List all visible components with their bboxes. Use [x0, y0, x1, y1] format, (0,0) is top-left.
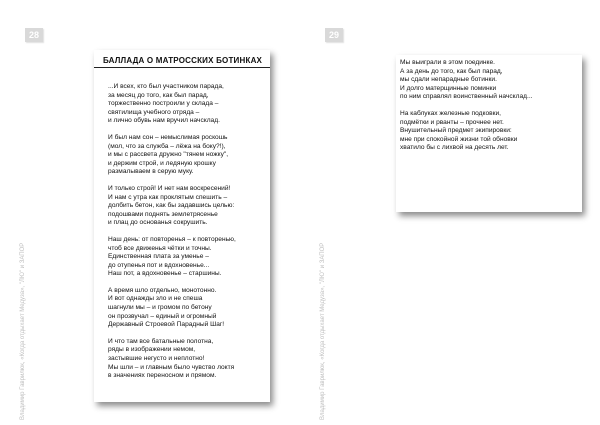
stanza: [94, 338, 270, 381]
poem-card: [94, 50, 270, 402]
verse-line: ...И всех, кто был участником парада,: [108, 83, 224, 90]
verse-line: Внушительный предмет экипировки:: [400, 127, 512, 135]
verse-line: размалываем в серую муку.: [108, 168, 194, 176]
running-caption: Владимир Гаврилюк, «Когда отдыхает Медуза», "ЛЮ" и ЗАПОР: [20, 242, 26, 420]
stanza: [94, 134, 270, 177]
verse-line: И вот однажды зло и не спеша: [108, 295, 203, 303]
verse-line: и держим строй, и ледяную крошку: [108, 159, 216, 167]
right-page: [300, 0, 600, 425]
verse-line: чтоб все движенья чётки и точны.: [108, 244, 212, 252]
verse-line: И что там все батальные полотна,: [108, 337, 214, 345]
verse-line: Мы шли – и главным было чувство локтя: [108, 363, 235, 371]
verse-line: На каблуках железные подковки,: [400, 109, 502, 117]
stanza: [94, 185, 270, 228]
verse-line: он прозвучал – единый и огромный: [108, 312, 217, 320]
verse-line: по ним справлял воинственный начсклад...: [400, 93, 533, 101]
verse-line: торжественно построили у склада –: [108, 100, 219, 108]
verse-line: застывшие негусто и неплотно!: [108, 355, 205, 363]
verse-line: святилища учебного отряда –: [108, 108, 200, 116]
verse-line: и плац до основанья сокрушить.: [108, 219, 208, 227]
verse-line: шагнули мы – и громом по бетону: [108, 304, 212, 312]
verse-line: мы сдали непарадные ботинки.: [400, 76, 497, 84]
verse-line: подошвами поднять землетрясенье: [108, 210, 218, 218]
stanza: [94, 236, 270, 279]
verse-line: и мы с рассвета дружно "тянем ножку",: [108, 151, 229, 159]
verse-line: до отупенья пот и вдохновенье...: [108, 261, 210, 269]
verse-line: И был нам сон – немыслимая роскошь: [108, 133, 228, 141]
poem-card: [396, 55, 582, 212]
verse-line: и лично обувь нам вручил начсклад.: [108, 117, 220, 125]
verse-line: А время шло отдельно, монотонно.: [108, 286, 217, 294]
verse-line: Наш пот, а вдохновенье – старшины.: [108, 270, 222, 278]
verse-line: за месяц до того, как был парад,: [108, 91, 209, 99]
verse-line: Единственная плата за уменье –: [108, 253, 209, 261]
verse-line: мне при спокойной жизни той обновки: [400, 135, 518, 143]
verse-line: Державный Строевой Парадный Шаг!: [108, 321, 225, 329]
page-number: 29: [325, 28, 343, 42]
verse-line: Мы выиграли в этом поединке.: [400, 59, 496, 66]
verse-line: ряды в изображении немом,: [108, 346, 196, 354]
verse-line: (мол, что за служба – лёжа на боку?!),: [108, 142, 226, 150]
verse-line: Наш день: от повторенья – к повторенью,: [108, 235, 236, 243]
stanza: [396, 110, 582, 153]
verse-line: хватило бы с лихвой на десять лет.: [400, 144, 509, 152]
verse-line: подмётки и рванты – прочнее нет.: [400, 118, 504, 126]
verse-line: И нам с утра как проклятым спешить –: [108, 193, 228, 201]
page-number: 28: [25, 28, 43, 42]
verse-line: в значениях переносном и прямом.: [108, 372, 217, 380]
verse-line: И долго матерщинные поминки: [400, 84, 497, 92]
poem-body: [396, 55, 582, 153]
verse-line: долбить бетон, как бы задавшись целью:: [108, 202, 235, 210]
stanza: [94, 83, 270, 126]
poem-title: БАЛЛАДА О МАТРОССКИХ БОТИНКАХ: [94, 56, 270, 65]
poem-body: [94, 69, 270, 381]
stanza: [94, 287, 270, 330]
running-caption: Владимир Гаврилюк, «Когда отдыхает Медуза», "ЛЮ" и ЗАПОР: [320, 242, 326, 420]
stanza: [396, 59, 582, 102]
verse-line: И только строй! И нет нам воскресений!: [108, 184, 231, 192]
verse-line: А за день до того, как был парад,: [400, 67, 503, 75]
